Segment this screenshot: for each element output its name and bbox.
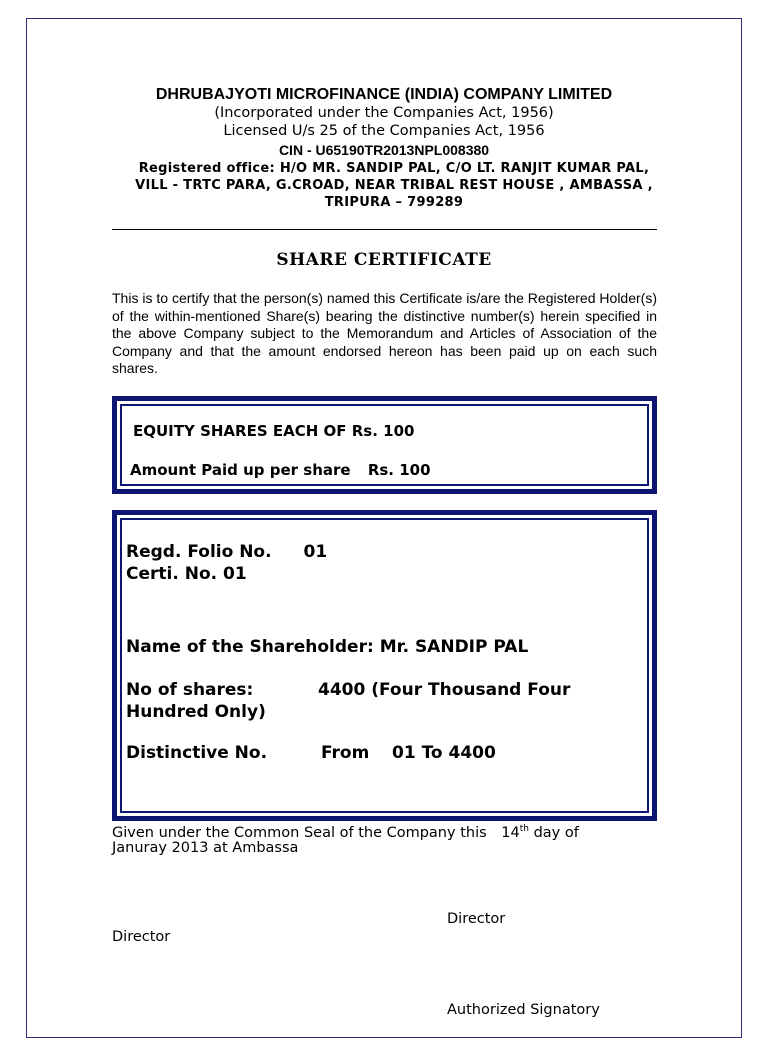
shares-value: 4400 (Four Thousand Four (318, 680, 571, 700)
details-box (112, 510, 657, 821)
distinctive-label: Distinctive No. (126, 743, 268, 763)
holder-line (126, 637, 528, 657)
equity-value: Rs. 100 (351, 422, 415, 440)
equity-box (112, 396, 657, 494)
equity-label: EQUITY SHARES EACH OF (133, 422, 347, 440)
company-name: DHRUBAJYOTI MICROFINANCE (INDIA) COMPANY LIMITED (155, 86, 613, 103)
day-suffix: th (519, 824, 529, 834)
shares-label: No of shares: (126, 680, 254, 700)
registered-office: Registered office: H/O MR. SANDIP PAL, C/O LT. RANJIT KUMAR PAL, VILL - TRTC PARA, G.CROAD, NEAR TRIBAL REST HOUSE , AMBASSA , TRIPURA – 799289 (135, 161, 653, 210)
director-signature-left: Director (112, 929, 171, 945)
folio-value: 01 (303, 542, 328, 562)
holder-value: Mr. SANDIP PAL (379, 637, 529, 657)
equity-line (133, 422, 414, 440)
amount-value: Rs. 100 (367, 461, 431, 479)
licensed-line: Licensed U/s 25 of the Companies Act, 1956 (223, 123, 545, 139)
header-divider (112, 229, 657, 230)
day-word: day of (533, 824, 579, 841)
authorized-signatory: Authorized Signatory (447, 1002, 600, 1018)
shares-value-cont: Hundred Only) (126, 702, 266, 722)
certi-number: Certi. No. 01 (126, 564, 247, 584)
certificate-title: SHARE CERTIFICATE (276, 250, 492, 270)
amount-label: Amount Paid up per share (130, 461, 351, 479)
amount-line (130, 461, 431, 479)
from-label: From (321, 743, 370, 763)
day-number: 14 (501, 824, 520, 841)
holder-label: Name of the Shareholder: (126, 637, 374, 657)
given-text: Given under the Common Seal of the Company this (112, 824, 487, 841)
date-line: Januray 2013 at Ambassa (112, 840, 299, 856)
cin-line: CIN - U65190TR2013NPL008380 (278, 142, 490, 158)
distinctive-range: 01 To 4400 (392, 743, 496, 763)
director-signature-right: Director (447, 911, 506, 927)
incorporated-line: (Incorporated under the Companies Act, 1956) (214, 105, 554, 121)
folio-label: Regd. Folio No. (126, 542, 272, 562)
certify-paragraph: This is to certify that the person(s) named this Certificate is/are the Registered Holder(s) of the within-mentioned Share(s) bearing the distinctive number(s) herein specified in the above Company subject to the Memorandum and Articles of Association of the Company and that the amount endorsed hereon has been paid up on each such shares. (112, 290, 657, 377)
folio-line (126, 542, 327, 562)
